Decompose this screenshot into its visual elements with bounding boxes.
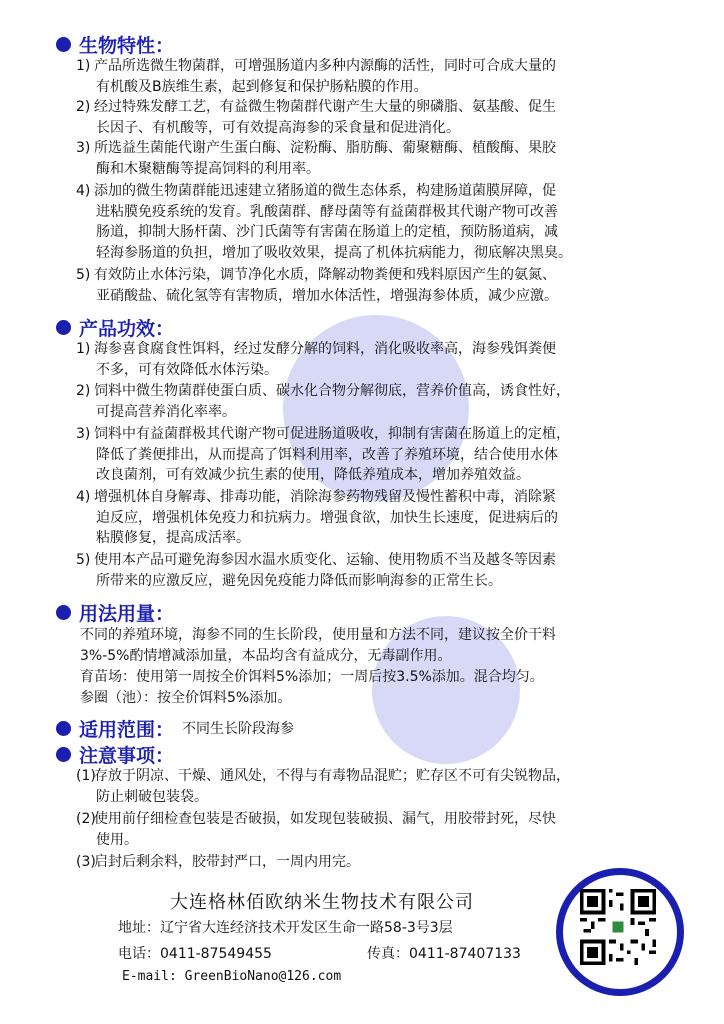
list-item-line: [76, 465, 676, 486]
list-item-line: [76, 508, 676, 529]
company-email: E-mail: GreenBioNano@126.com: [122, 969, 342, 984]
list-item: [76, 809, 676, 850]
list-item-line: [76, 445, 676, 466]
list-item-text: 饲料中有益菌群极其代谢产物可促进肠道吸收，抑制有害菌在肠道上的定植，: [94, 426, 570, 442]
list-item-text: 迫反应，增强机体免疫力和抗病力。增强食欲，加快生长速度，促进病后的: [96, 509, 558, 526]
list-item-text: 使用。: [96, 831, 138, 848]
list-item-text: 存放于阴凉、干燥、通风处，不得与有毒物品混贮；贮存区不可有尖锐物品，: [94, 768, 570, 784]
company-fax: 传真：0411-87407133: [367, 946, 521, 962]
list-item-text: 不多，可有效降低水体污染。: [96, 361, 278, 378]
list-item: [76, 550, 676, 591]
list-item: [76, 181, 676, 263]
usage-text: [80, 625, 556, 709]
list-item-line: [76, 286, 676, 307]
section-precautions: [56, 740, 174, 768]
list-item: [76, 56, 676, 97]
section-biological-properties: [56, 30, 174, 58]
list-item-number: 1): [76, 341, 91, 357]
list-item-line: [76, 809, 676, 830]
qr-code-icon: [580, 889, 656, 965]
list-item-line: [76, 852, 676, 873]
list-item-number: 2): [76, 99, 91, 115]
list-item-line: [76, 339, 676, 360]
section-title-text: 用法用量：: [79, 602, 175, 625]
usage-line: 育苗场：使用第一周按全价饵料5%添加；一周后按3.5%添加。混合均匀。: [80, 669, 544, 685]
list-item: [76, 339, 676, 380]
list-item-text: 轻海参肠道的负担，增加了吸收效果，提高了机体抗病能力，彻底解决黑臭。: [96, 244, 572, 261]
list-item-text: 使用本产品可避免海参因水温水质变化、运输、使用物质不当及越冬等因素: [94, 552, 556, 568]
list-item: [76, 97, 676, 138]
usage-line: 3%-5%酌情增减添加量，本品均含有益成分，无毒副作用。: [80, 648, 452, 664]
list-item-line: [76, 118, 676, 139]
list-item-text: 添加的微生物菌群能迅速建立猪肠道的微生态体系，构建肠道菌膜屏障，促: [94, 183, 556, 199]
list-item-text: 亚硝酸盐、硫化氢等有害物质，增加水体活性，增强海参体质，减少应激。: [96, 287, 558, 304]
list-item-line: [76, 97, 676, 118]
bullet-icon: [56, 721, 71, 736]
list-item-line: [76, 787, 676, 808]
list-item-text: 经过特殊发酵工艺，有益微生物菌群代谢产生大量的卵磷脂、氨基酸、促生: [94, 99, 556, 115]
list-item-number: 5): [76, 267, 91, 283]
list-item-number: 5): [76, 552, 91, 568]
list-item: [76, 424, 676, 486]
list-item-text: 防止刺破包装袋。: [96, 788, 208, 805]
list-item-text: 产品所选微生物菌群，可增强肠道内多种内源酶的活性，同时可合成大量的: [94, 58, 556, 74]
list-item-text: 饲料中微生物菌群使蛋白质、碳水化合物分解彻底，营养价值高，诱食性好，: [94, 383, 570, 399]
section-product-efficacy: [56, 313, 174, 341]
list-item-line: [76, 487, 676, 508]
list-item-text: 改良菌剂，可有效减少抗生素的使用，降低养殖成本，增加养殖效益。: [96, 467, 530, 483]
list-item-line: [76, 243, 676, 264]
list-item-text: 降低了粪便排出，从而提高了饵料利用率，改善了养殖环境，结合使用水体: [96, 446, 558, 463]
list-item: [76, 265, 676, 306]
list-item-number: (3): [76, 854, 96, 870]
list-item-text: 海参喜食腐食性饵料，经过发酵分解的饲料，消化吸收率高，海参残饵粪便: [94, 341, 556, 357]
list-item-text: 酶和木聚糖酶等提高饲料的利用率。: [96, 160, 320, 177]
list-item-text: 可提高营养消化率率。: [96, 403, 236, 420]
list-item-text: 进粘膜免疫系统的发育。乳酸菌群、酵母菌等有益菌群极其代谢产物可改善: [96, 203, 558, 220]
list-item-number: 3): [76, 426, 91, 442]
list-item-line: [76, 181, 676, 202]
company-address: 地址：辽宁省大连经济技术开发区生命一路58-3号3层: [118, 920, 453, 936]
list-item-text: 有机酸及B族维生素，起到修复和保护肠粘膜的作用。: [96, 78, 428, 95]
section-usage-dosage: [56, 598, 174, 626]
list-item-line: [76, 265, 676, 286]
list-item-number: 4): [76, 489, 91, 505]
list-item: [76, 852, 676, 873]
list-item-line: [76, 360, 676, 381]
bullet-icon: [56, 605, 71, 620]
list-item-number: 4): [76, 183, 91, 199]
list-item: [76, 487, 676, 549]
usage-line: 参圈（池）：按全价饵料5%添加。: [80, 690, 292, 706]
section-title-text: 注意事项：: [79, 744, 175, 767]
list-item-line: [76, 381, 676, 402]
list-item-line: [76, 424, 676, 445]
scope-text: 不同生长阶段海参: [182, 721, 295, 737]
list-item-line: [76, 830, 676, 851]
list-item: [76, 766, 676, 807]
list-item-line: [76, 402, 676, 423]
section-title-text: 适用范围：: [79, 718, 175, 741]
list-item-text: 肠道，抑制大肠杆菌、沙门氏菌等有害菌在肠道上的定植，预防肠道病，减: [96, 224, 558, 240]
company-name: 大连格林佰欧纳米生物技术有限公司: [170, 892, 474, 913]
list-item-number: 1): [76, 58, 91, 74]
company-phone: 电话：0411-87549455: [118, 946, 272, 962]
list-item-number: (1): [76, 768, 96, 784]
list-item: [76, 138, 676, 179]
list-item-line: [76, 571, 676, 592]
list-item-text: 所选益生菌能代谢产生蛋白酶、淀粉酶、脂肪酶、葡聚糖酶、植酸酶、果胶: [94, 140, 556, 156]
section-title-text: 产品功效：: [79, 317, 175, 340]
list-item-line: [76, 56, 676, 77]
list-item-line: [76, 766, 676, 787]
bullet-icon: [56, 37, 71, 52]
list-item-line: [76, 550, 676, 571]
list-item: [76, 381, 676, 422]
list-item-text: 所带来的应激反应，避免因免疫能力降低而影响海参的正常生长。: [96, 572, 502, 589]
list-item-text: 增强机体自身解毒、排毒功能，消除海参药物残留及慢性蓄积中毒，消除紧: [94, 489, 556, 505]
bullet-icon: [56, 320, 71, 335]
section-application-scope: [56, 714, 294, 742]
list-item-line: [76, 138, 676, 159]
list-item-text: 有效防止水体污染，调节净化水质，降解动物粪便和残料原因产生的氨氮、: [94, 267, 556, 283]
list-item-line: [76, 222, 676, 243]
list-item-number: 3): [76, 140, 91, 156]
list-item-line: [76, 77, 676, 98]
list-item-text: 长因子、有机酸等，可有效提高海参的采食量和促进消化。: [96, 119, 460, 136]
list-item-number: 2): [76, 383, 91, 399]
section-title-text: 生物特性：: [79, 34, 175, 57]
list-item-line: [76, 528, 676, 549]
usage-line: 不同的养殖环境，海参不同的生长阶段，使用量和方法不同，建议按全价干料: [80, 627, 556, 643]
bullet-icon: [56, 747, 71, 762]
list-item-line: [76, 159, 676, 180]
list-item-line: [76, 202, 676, 223]
list-item-text: 启封后剩余料，胶带封严口，一周内用完。: [94, 854, 360, 870]
list-item-number: (2): [76, 811, 96, 827]
list-item-text: 粘膜修复，提高成活率。: [96, 530, 250, 546]
list-item-text: 使用前仔细检查包装是否破损，如发现包装破损、漏气，用胶带封死，尽快: [94, 811, 556, 827]
